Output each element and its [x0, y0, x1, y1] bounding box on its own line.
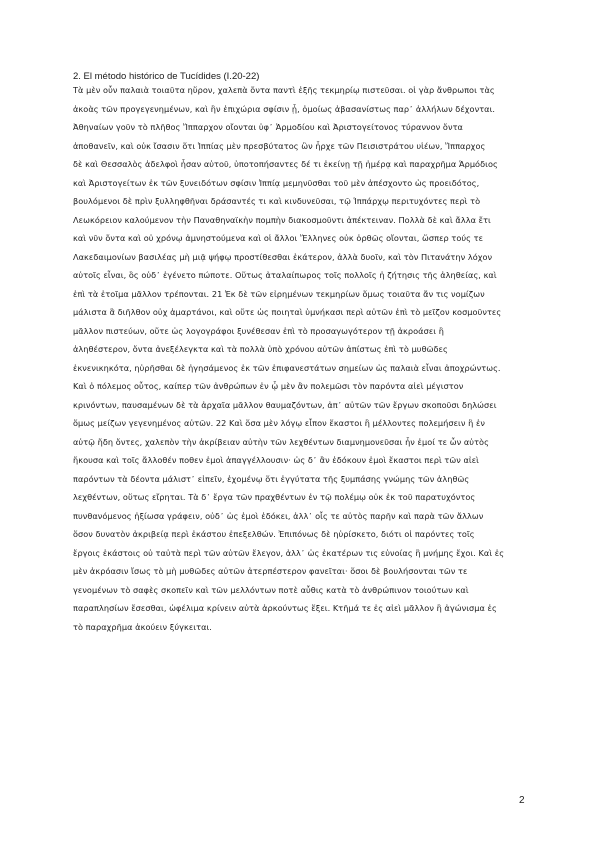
text-line: Λακεδαιμονίων βασιλέας μὴ μιᾷ ψήφῳ προστίθεσθαι ἑκάτερον, ἀλλὰ δυοῖν, καὶ τὸν Πιτανάτην λόχον — [73, 251, 493, 262]
text-line: λεχθέντων, οὕτως εἴρηται. Τὰ δ᾽ ἔργα τῶν πραχθέντων ἐν τῷ πολέμῳ οὐκ ἐκ τοῦ παρατυχόντος — [73, 492, 476, 502]
text-line: δὲ καὶ Θεσσαλὸς ἀδελφοὶ ἦσαν αὐτοῦ, ὑποτοπήσαντες δέ τι ἐκείνῃ τῇ ἡμέρᾳ καὶ παραχρῆμα Ἁρμόδιος — [73, 159, 498, 169]
text-line: τὸ παραχρῆμα ἀκούειν ξύγκειται. — [73, 621, 212, 632]
text-line: Ἀθηναίων γοῦν τὸ πλῆθος Ἵππαρχον οἴονται ὑφ᾽ Ἁρμοδίου καὶ Ἀριστογείτονος τύραννον ὄντα — [73, 122, 463, 132]
text-line: ἀκοὰς τῶν προγεγενημένων, καὶ ἢν ἐπιχώρια σφίσιν ᾖ, ὁμοίως ἀβασανίστως παρ᾽ ἀλλήλων δέχονται. — [73, 103, 496, 114]
text-line: μὲν ἀκρόασιν ἴσως τὸ μὴ μυθῶδες αὐτῶν ἀτερπέστερον φανεῖται· ὅσοι δὲ βουλήσονται τῶν τε — [73, 566, 468, 576]
text-line: Λεωκόρειον καλούμενον τὴν Παναθηναϊκὴν πομπὴν διακοσμοῦντι ἀπέκτειναν. Πολλὰ δὲ καὶ ἄλλα ἔτι — [73, 214, 491, 225]
text-line: ἐπὶ τὰ ἑτοῖμα μᾶλλον τρέπονται. 21 Ἐκ δὲ τῶν εἰρημένων τεκμηρίων ὅμως τοιαῦτα ἄν τις νομίζων — [73, 288, 485, 299]
text-line: Τὰ μὲν οὖν παλαιὰ τοιαῦτα ηὕρον, χαλεπὰ ὄντα παντὶ ἑξῆς τεκμηρίῳ πιστεῦσαι. οἱ γὰρ ἄνθρωποι τὰς — [73, 85, 495, 95]
text-line: βουλόμενοι δὲ πρὶν ξυλληφθῆναι δράσαντές τι καὶ κινδυνεῦσαι, τῷ Ἱππάρχῳ περιτυχόντες περὶ τὸ — [73, 196, 481, 206]
greek-text-body — [73, 81, 533, 636]
text-line: μάλιστα ἃ διῆλθον οὐχ ἁμαρτάνοι, καὶ οὔτε ὡς ποιηταὶ ὑμνήκασι περὶ αὐτῶν ἐπὶ τὸ μεῖζον κοσμοῦντες — [73, 307, 502, 317]
text-line: ἔργοις ἑκάστοις οὐ ταὐτὰ περὶ τῶν αὐτῶν ἔλεγον, ἀλλ᾽ ὡς ἑκατέρων τις εὐνοίας ἢ μνήμης ἔχοι. Καὶ ἐς — [73, 547, 505, 558]
text-line: κρινόντων, παυσαμένων δὲ τὰ ἀρχαῖα μᾶλλον θαυμαζόντων, ἀπ᾽ αὐτῶν τῶν ἔργων σκοποῦσι δηλώσει — [73, 399, 497, 410]
text-line: γενομένων τὸ σαφὲς σκοπεῖν καὶ τῶν μελλόντων ποτὲ αὖθις κατὰ τὸ ἀνθρώπινον τοιούτων καὶ — [73, 584, 469, 595]
text-line: ἐκνενικηκότα, ηὑρῆσθαι δὲ ἡγησάμενος ἐκ τῶν ἐπιφανεστάτων σημείων ὡς παλαιὰ εἶναι ἀποχρώντως. — [73, 362, 501, 373]
text-line: μᾶλλον πιστεύων, οὔτε ὡς λογογράφοι ξυνέθεσαν ἐπὶ τὸ προσαγωγότερον τῇ ἀκροάσει ἢ — [73, 325, 444, 336]
text-line: ἀληθέστερον, ὄντα ἀνεξέλεγκτα καὶ τὰ πολλὰ ὑπὸ χρόνου αὐτῶν ἀπίστως ἐπὶ τὸ μυθῶδες — [73, 344, 448, 354]
text-line: ἀποθανεῖν, καὶ οὐκ ἴσασιν ὅτι Ἱππίας μὲν πρεσβύτατος ὢν ἦρχε τῶν Πεισιστράτου υἱέων, Ἵππαρχος — [73, 140, 486, 151]
text-line: καὶ Ἀριστογείτων ἐκ τῶν ξυνειδότων σφίσιν Ἱππίᾳ μεμηνῦσθαι τοῦ μὲν ἀπέσχοντο ὡς προειδότος, — [73, 177, 480, 188]
text-line: καὶ νῦν ὄντα καὶ οὐ χρόνῳ ἀμνηστούμενα καὶ οἱ ἄλλοι Ἕλληνες οὐκ ὀρθῶς οἴονται, ὥσπερ τούς τε — [73, 233, 484, 243]
text-line: ὅμως μείζων γεγενημένος αὐτῶν. 22 Καὶ ὅσα μὲν λόγῳ εἶπον ἕκαστοι ἢ μέλλοντες πολεμήσειν ἢ ἐν — [73, 418, 486, 428]
page-number: 2 — [519, 795, 525, 806]
text-line: παραπλησίων ἔσεσθαι, ὠφέλιμα κρίνειν αὐτὰ ἀρκούντως ἕξει. Κτῆμά τε ἐς αἰεὶ μᾶλλον ἢ ἀγώνισμα ἐς — [73, 603, 497, 613]
text-line: πυνθανόμενος ἠξίωσα γράφειν, οὐδ᾽ ὡς ἐμοὶ ἐδόκει, ἀλλ᾽ οἷς τε αὐτὸς παρῆν καὶ παρὰ τῶν ἄλλων — [73, 510, 484, 521]
text-line: ὅσον δυνατὸν ἀκριβείᾳ περὶ ἑκάστου ἐπεξελθών. Ἐπιπόνως δὲ ηὑρίσκετο, διότι οἱ παρόντες τοῖς — [73, 529, 475, 539]
text-line: Καὶ ὁ πόλεμος οὗτος, καίπερ τῶν ἀνθρώπων ἐν ᾧ μὲν ἂν πολεμῶσι τὸν παρόντα αἰεὶ μέγιστον — [73, 381, 464, 391]
section-heading: 2. El método histórico de Tucídides (I.20-22) — [73, 71, 260, 82]
text-line: παρόντων τὰ δέοντα μάλιστ᾽ εἰπεῖν, ἐχομένῳ ὅτι ἐγγύτατα τῆς ξυμπάσης γνώμης τῶν ἀληθῶς — [73, 473, 470, 484]
text-line: αὐτῷ ἤδη ὄντες, χαλεπὸν τὴν ἀκρίβειαν αὐτὴν τῶν λεχθέντων διαμνημονεῦσαι ἦν ἐμοί τε ὧν αὐτὸς — [73, 436, 489, 447]
text-line: αὐτοῖς εἶναι, ὃς οὐδ᾽ ἐγένετο πώποτε. Οὕτως ἀταλαίπωρος τοῖς πολλοῖς ἡ ζήτησις τῆς ἀληθείας, καὶ — [73, 270, 497, 280]
text-line: ἤκουσα καὶ τοῖς ἄλλοθέν ποθεν ἐμοὶ ἀπαγγέλλουσιν· ὡς δ᾽ ἂν ἐδόκουν ἐμοὶ ἕκαστοι περὶ τῶν αἰεὶ — [73, 455, 479, 465]
